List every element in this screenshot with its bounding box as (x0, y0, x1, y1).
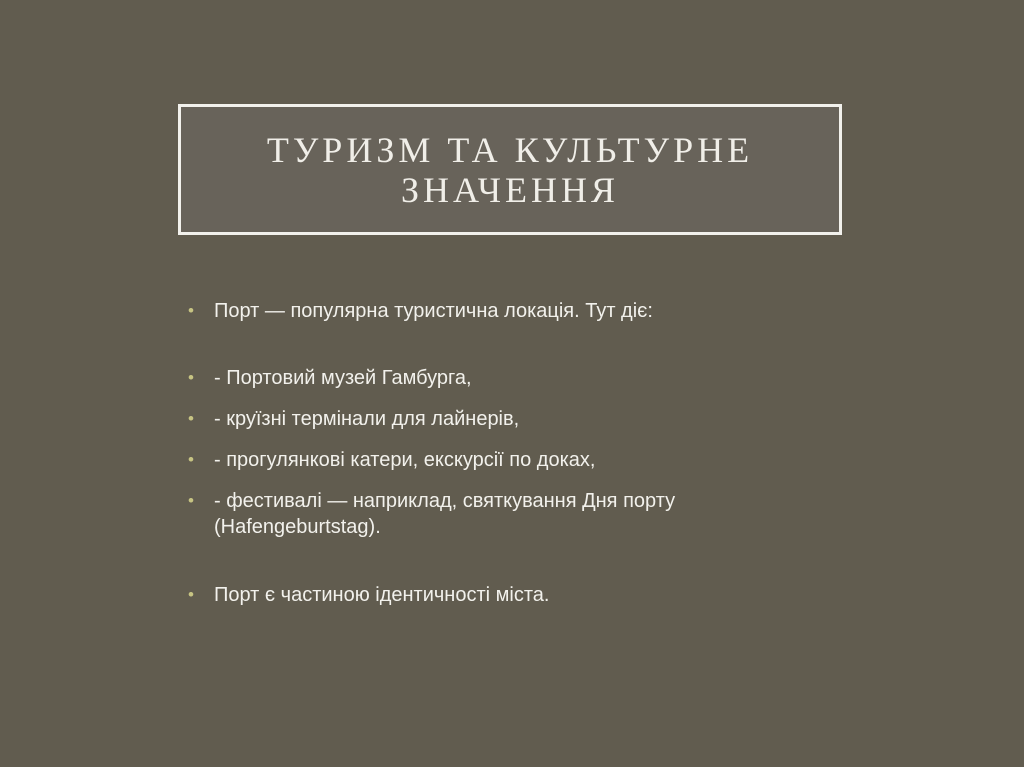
bullet-item-boats-excursions (185, 447, 805, 473)
bullet-text: - круїзні термінали для лайнерів, (214, 408, 520, 430)
bullet-text: - Портовий музей Гамбурга, (214, 367, 472, 389)
bullet-text: Порт — популярна туристична локація. Тут діє: (214, 300, 653, 322)
bullet-item-port (185, 298, 805, 324)
bullet-text: - прогулянкові катери, екскурсії по доках, (214, 449, 596, 471)
title-box (178, 104, 842, 235)
bullet-text-continuation: (Hafengeburtstag). (214, 516, 381, 538)
bullet-item-museum (185, 365, 805, 391)
bullet-text: Порт є частиною ідентичності міста. (214, 584, 550, 606)
bullet-item-cruise-terminals (185, 406, 805, 432)
bullet-item-identity (185, 582, 805, 608)
slide-content (185, 298, 805, 623)
slide-title (247, 130, 773, 210)
bullet-text: - фестивалі — наприклад, святкування Дня порту (214, 490, 676, 512)
slide-title-line-1: ТУРИЗМ ТА КУЛЬТУРНЕ (266, 129, 754, 170)
slide-title-line-2: ЗНАЧЕННЯ (401, 169, 619, 210)
bullet-item-festivals (185, 488, 805, 540)
